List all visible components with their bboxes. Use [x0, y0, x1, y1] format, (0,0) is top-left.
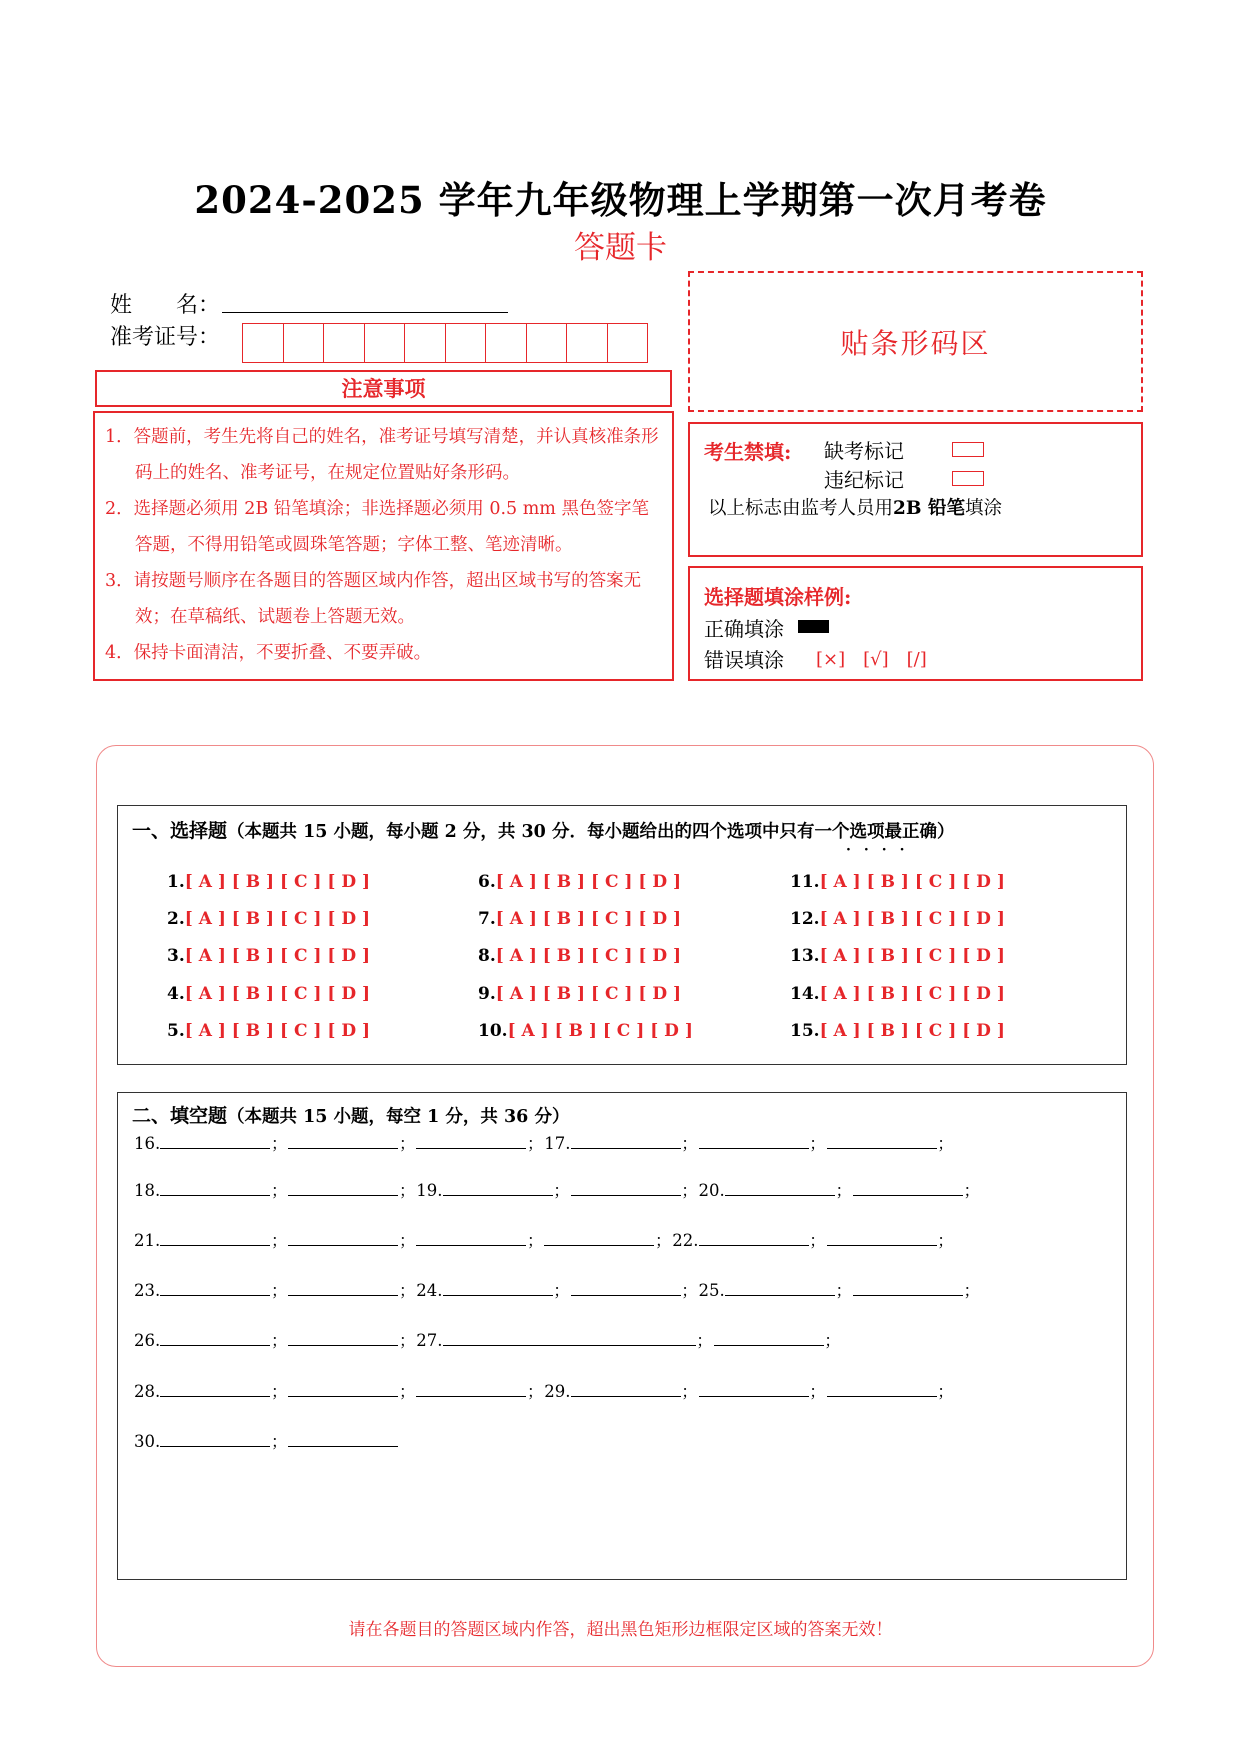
blank-separator: ；	[271, 1134, 288, 1153]
blank-separator: ；	[271, 1331, 288, 1350]
blank-separator: ；	[824, 1331, 841, 1350]
fill-blank-row	[134, 1177, 981, 1201]
blank-separator: ；	[553, 1181, 570, 1200]
fill-blank-row	[134, 1428, 398, 1452]
blank-separator: ；	[527, 1134, 544, 1153]
mc-question-number: 5.	[167, 1021, 185, 1041]
blank-separator: ；	[937, 1231, 954, 1250]
fill-blank-row	[134, 1227, 955, 1251]
answer-blank[interactable]	[714, 1331, 824, 1346]
blank-question-number: 21.	[134, 1231, 161, 1250]
mc-options[interactable]: [ A ] [ B ] [ C ] [ D ]	[819, 984, 1005, 1004]
blank-separator: ；	[681, 1382, 698, 1401]
blank-question-number: 26.	[134, 1331, 161, 1350]
mc-question-number: 11.	[790, 872, 820, 892]
mc-options[interactable]: [ A ] [ B ] [ C ] [ D ]	[819, 872, 1005, 892]
answer-blank[interactable]	[699, 1134, 809, 1149]
notice-item: 4．保持卡面清洁，不要折叠、不要弄破。	[105, 643, 432, 663]
section2-title-detail: （本题共 15 小题，每空 1 分，共 36 分）	[227, 1107, 570, 1127]
blank-separator: ；	[835, 1181, 852, 1200]
blank-separator: ；	[399, 1181, 416, 1200]
id-digit-box[interactable]	[608, 324, 648, 362]
section1-title	[132, 816, 954, 843]
mc-question-number: 15.	[790, 1021, 820, 1041]
notice-item: 3．请按题号顺序在各题目的答题区域内作答，超出区域书写的答案无效；在草稿纸、试题卷上答题无效。	[105, 571, 642, 627]
blank-separator: ；	[399, 1231, 416, 1250]
mc-options[interactable]: [ A ] [ B ] [ C ] [ D ]	[819, 909, 1005, 929]
mc-question-number: 3.	[167, 946, 185, 966]
answer-blank[interactable]	[288, 1432, 398, 1447]
sample-title: 选择题填涂样例:	[704, 585, 852, 609]
answer-blank[interactable]	[160, 1134, 270, 1149]
mc-options[interactable]: [ A ] [ B ] [ C ] [ D ]	[495, 984, 682, 1004]
answer-blank[interactable]	[443, 1331, 696, 1346]
blank-question-number: 19.	[416, 1181, 443, 1200]
answer-blank[interactable]	[288, 1134, 398, 1149]
correct-fill-label: 正确填涂	[704, 617, 784, 641]
blank-separator: ；	[963, 1181, 980, 1200]
id-digit-box[interactable]	[486, 324, 527, 362]
mc-options[interactable]: [ A ] [ B ] [ C ] [ D ]	[819, 946, 1005, 966]
fill-blank-row	[134, 1277, 981, 1301]
answer-blank[interactable]	[827, 1382, 937, 1397]
emphasis-dots: ····	[846, 842, 918, 858]
answer-blank[interactable]	[416, 1231, 526, 1246]
answer-blank[interactable]	[416, 1382, 526, 1397]
mc-options[interactable]: [ A ] [ B ] [ C ] [ D ]	[184, 946, 371, 966]
answer-blank[interactable]	[571, 1382, 681, 1397]
mc-options[interactable]: [ A ] [ B ] [ C ] [ D ]	[507, 1021, 693, 1041]
blank-separator: ；	[655, 1231, 672, 1250]
mc-options[interactable]: [ A ] [ B ] [ C ] [ D ]	[184, 872, 371, 892]
answer-blank[interactable]	[571, 1181, 681, 1196]
notice-item: 1．答题前，考生先将自己的姓名，准考证号填写清楚，并认真核准条形码上的姓名、准考证号，在规定位置贴好条形码。	[105, 427, 659, 483]
answer-blank[interactable]	[160, 1231, 270, 1246]
section1-title-main: 一、选择题	[132, 820, 228, 842]
id-digit-box[interactable]	[527, 324, 568, 362]
answer-blank[interactable]	[725, 1181, 835, 1196]
mc-question-number: 9.	[478, 984, 496, 1004]
mc-question-row	[167, 984, 370, 1004]
answer-blank[interactable]	[853, 1281, 963, 1296]
blank-question-number: 17.	[544, 1134, 571, 1153]
notice-title: 注意事项	[95, 370, 672, 407]
blank-separator: ；	[696, 1331, 713, 1350]
answer-blank[interactable]	[827, 1231, 937, 1246]
blank-question-number: 22.	[672, 1231, 699, 1250]
id-digit-box[interactable]	[405, 324, 446, 362]
mc-question-number: 7.	[478, 909, 496, 929]
id-digit-box[interactable]	[284, 324, 325, 362]
mc-question-number: 4.	[167, 984, 185, 1004]
mc-options[interactable]: [ A ] [ B ] [ C ] [ D ]	[184, 984, 371, 1004]
proctor-mark-box	[688, 422, 1143, 557]
blank-separator: ；	[809, 1134, 826, 1153]
answer-blank[interactable]	[699, 1231, 809, 1246]
answer-blank[interactable]	[699, 1382, 809, 1397]
mc-question-number: 13.	[790, 946, 820, 966]
answer-blank[interactable]	[160, 1432, 270, 1447]
section2-title	[132, 1101, 569, 1128]
blank-separator: ；	[963, 1281, 980, 1300]
fill-blank-row	[134, 1327, 842, 1351]
blank-separator: ；	[809, 1382, 826, 1401]
forbid-note-bold: 2B 铅笔	[893, 498, 965, 519]
blank-question-number: 29.	[544, 1382, 571, 1401]
barcode-area	[688, 271, 1143, 412]
blank-separator: ；	[681, 1134, 698, 1153]
blank-separator: ；	[937, 1382, 954, 1401]
barcode-label: 贴条形码区	[840, 326, 991, 360]
forbid-note-suffix: 填涂	[964, 498, 1002, 519]
mc-options[interactable]: [ A ] [ B ] [ C ] [ D ]	[184, 909, 371, 929]
mc-question-number: 8.	[478, 946, 496, 966]
answer-blank[interactable]	[827, 1134, 937, 1149]
mc-question-row	[167, 909, 370, 929]
page-subtitle: 答题卡	[574, 230, 667, 266]
wrong-fill-marks: [×] [√] [/]	[816, 649, 927, 670]
answer-blank[interactable]	[160, 1331, 270, 1346]
mc-question-row	[167, 1021, 370, 1041]
answer-blank[interactable]	[288, 1281, 398, 1296]
blank-question-number: 16.	[134, 1134, 161, 1153]
blank-separator: ；	[399, 1134, 416, 1153]
mc-question-row	[167, 946, 370, 966]
id-digit-box[interactable]	[446, 324, 487, 362]
mc-question-row	[790, 1021, 1005, 1041]
exam-id-label: 准考证号：	[110, 325, 221, 350]
mc-question-number: 6.	[478, 872, 496, 892]
blank-separator: ；	[527, 1231, 544, 1250]
answer-blank[interactable]	[160, 1181, 270, 1196]
blank-question-number: 24.	[416, 1281, 443, 1300]
blank-question-number: 23.	[134, 1281, 161, 1300]
mc-options[interactable]: [ A ] [ B ] [ C ] [ D ]	[184, 1021, 371, 1041]
blank-separator: ；	[681, 1281, 698, 1300]
mc-options[interactable]: [ A ] [ B ] [ C ] [ D ]	[495, 946, 682, 966]
exam-id-boxes[interactable]	[242, 323, 648, 363]
blank-separator: ；	[527, 1382, 544, 1401]
answer-blank[interactable]	[160, 1281, 270, 1296]
blank-separator: ；	[271, 1231, 288, 1250]
name-label: 姓 名：	[110, 293, 221, 318]
mc-question-number: 10.	[478, 1021, 508, 1041]
answer-blank[interactable]	[288, 1382, 398, 1397]
notice-list	[93, 411, 674, 681]
section2-title-main: 二、填空题	[132, 1105, 228, 1127]
blank-question-number: 18.	[134, 1181, 161, 1200]
answer-blank[interactable]	[571, 1134, 681, 1149]
mc-question-row	[478, 872, 681, 892]
page-title: 2024-2025 学年九年级物理上学期第一次月考卷	[194, 178, 1047, 222]
blank-separator: ；	[271, 1432, 288, 1451]
mc-question-number: 14.	[790, 984, 820, 1004]
blank-separator: ；	[399, 1331, 416, 1350]
absent-mark-box[interactable]	[952, 442, 984, 457]
blank-question-number: 27.	[416, 1331, 443, 1350]
blank-question-number: 20.	[698, 1181, 725, 1200]
blank-separator: ；	[937, 1134, 954, 1153]
blank-separator: ；	[271, 1281, 288, 1300]
violation-mark-label: 违纪标记	[824, 468, 904, 492]
answer-blank[interactable]	[571, 1281, 681, 1296]
blank-separator: ；	[271, 1382, 288, 1401]
forbid-note	[708, 494, 1002, 520]
answer-blank[interactable]	[443, 1181, 553, 1196]
blank-question-number: 25.	[698, 1281, 725, 1300]
mc-options[interactable]: [ A ] [ B ] [ C ] [ D ]	[495, 909, 682, 929]
id-digit-box[interactable]	[365, 324, 406, 362]
answer-blank[interactable]	[288, 1331, 398, 1346]
mc-question-row	[790, 984, 1005, 1004]
blank-separator: ；	[271, 1181, 288, 1200]
answer-blank[interactable]	[288, 1231, 398, 1246]
answer-blank[interactable]	[160, 1382, 270, 1397]
mc-options[interactable]: [ A ] [ B ] [ C ] [ D ]	[495, 872, 682, 892]
fill-blank-row	[134, 1378, 955, 1402]
name-field[interactable]	[222, 292, 508, 313]
answer-blank[interactable]	[544, 1231, 654, 1246]
blank-separator: ；	[399, 1382, 416, 1401]
mc-question-number: 1.	[167, 872, 185, 892]
blank-separator: ；	[835, 1281, 852, 1300]
violation-mark-box[interactable]	[952, 471, 984, 486]
correct-fill-mark	[798, 620, 829, 633]
mc-question-row	[790, 909, 1005, 929]
answer-blank[interactable]	[288, 1181, 398, 1196]
mc-question-number: 12.	[790, 909, 820, 929]
id-digit-box[interactable]	[324, 324, 365, 362]
id-digit-box[interactable]	[243, 324, 284, 362]
fill-blank-row	[134, 1130, 955, 1154]
fill-sample-box	[688, 566, 1143, 681]
notice-item: 2．选择题必须用 2B 铅笔填涂；非选择题必须用 0.5 mm 黑色签字笔答题，不得用铅笔或圆珠笔答题；字体工整、笔迹清晰。	[105, 499, 649, 555]
forbid-label: 考生禁填:	[704, 440, 792, 464]
mc-question-row	[478, 1021, 693, 1041]
mc-question-row	[790, 872, 1005, 892]
absent-mark-label: 缺考标记	[824, 439, 904, 463]
mc-question-row	[478, 984, 681, 1004]
mc-question-row	[478, 946, 681, 966]
answer-blank[interactable]	[725, 1281, 835, 1296]
footer-note: 请在各题目的答题区域内作答，超出黑色矩形边框限定区域的答案无效！	[348, 1620, 893, 1640]
wrong-fill-label: 错误填涂	[704, 648, 784, 672]
blank-separator: ；	[681, 1181, 698, 1200]
blank-separator: ；	[399, 1281, 416, 1300]
answer-blank[interactable]	[853, 1181, 963, 1196]
blank-question-number: 30.	[134, 1432, 161, 1451]
mc-question-row	[478, 909, 681, 929]
id-digit-box[interactable]	[567, 324, 608, 362]
answer-blank[interactable]	[416, 1134, 526, 1149]
blank-separator: ；	[553, 1281, 570, 1300]
mc-question-row	[790, 946, 1005, 966]
mc-options[interactable]: [ A ] [ B ] [ C ] [ D ]	[819, 1021, 1005, 1041]
forbid-note-prefix: 以上标志由监考人员用	[708, 498, 894, 519]
blank-question-number: 28.	[134, 1382, 161, 1401]
mc-question-row	[167, 872, 370, 892]
section1-title-detail: （本题共 15 小题，每小题 2 分，共 30 分．每小题给出的四个选项中只有一个选项最正确）	[227, 822, 955, 842]
answer-blank[interactable]	[443, 1281, 553, 1296]
blank-separator: ；	[809, 1231, 826, 1250]
mc-question-number: 2.	[167, 909, 185, 929]
